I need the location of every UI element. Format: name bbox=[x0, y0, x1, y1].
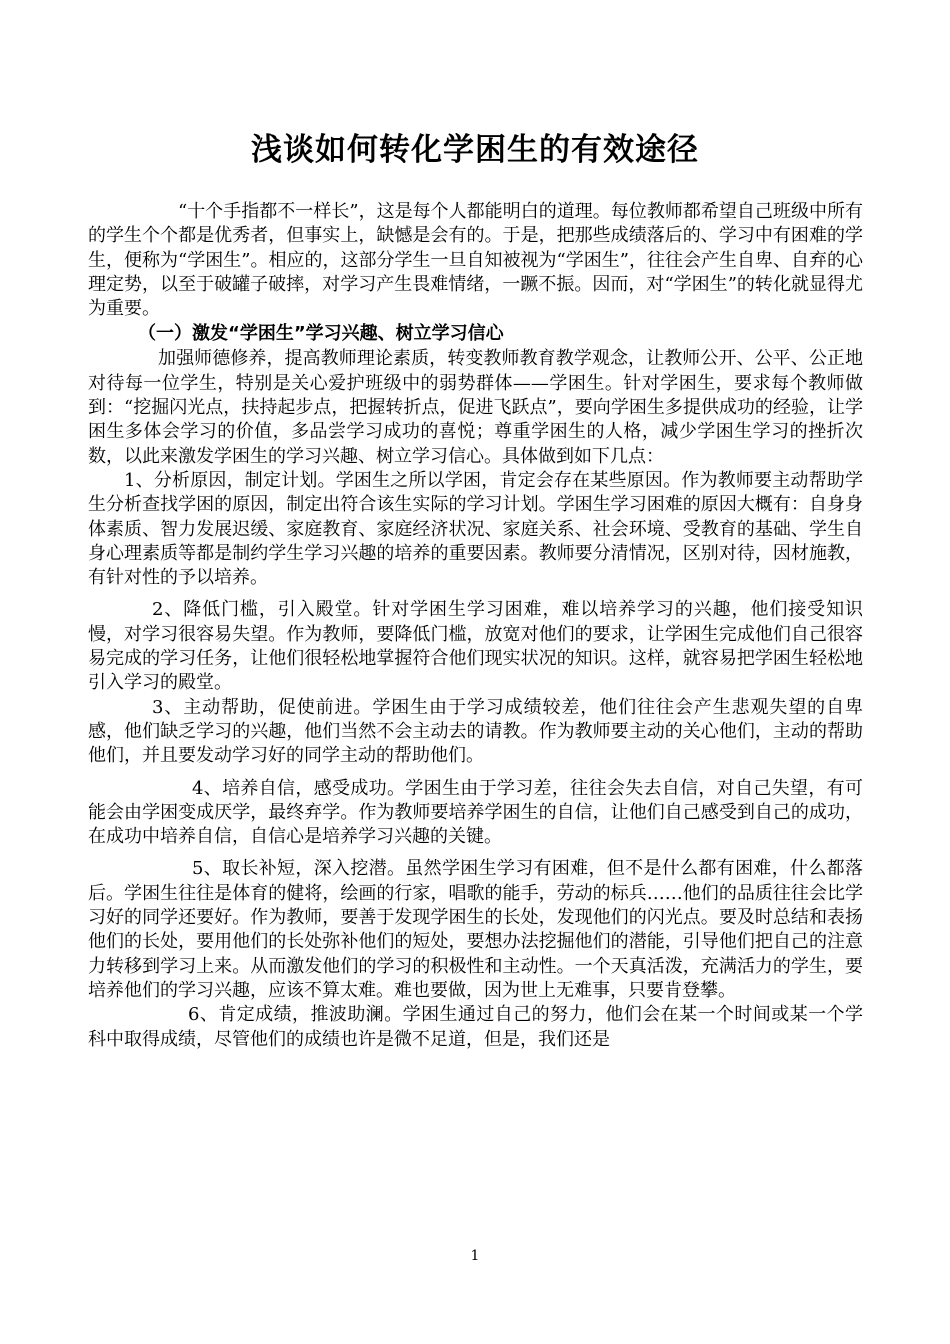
point-3-paragraph: 3、主动帮助，促使前进。学困生由于学习成绩较差，他们往往会产生悲观失望的自卑感，他们缺乏学习的兴趣，他们当然不会主动去的请教。作为教师要主动的关心他们，主动的帮助他们，并且要发动学习好的同学主动的帮助他们。 bbox=[88, 696, 863, 767]
document-title: 浅谈如何转化学困生的有效途径 bbox=[251, 132, 699, 168]
document-body bbox=[88, 200, 863, 1052]
section-heading: （一）激发“学困生”学习兴趣、树立学习信心 bbox=[138, 323, 504, 345]
point-4-paragraph: 4、培养自信，感受成功。学困生由于学习差，往往会失去自信，对自己失望，有可能会由学困变成厌学，最终弃学。作为教师要培养学困生的自信，让他们自己感受到自己的成功，在成功中培养自信，自信心是培养学习兴趣的关键。 bbox=[88, 777, 863, 848]
intro-paragraph: “十个手指都不一样长”，这是每个人都能明白的道理。每位教师都希望自己班级中所有的学生个个都是优秀者，但事实上，缺憾是会有的。于是，把那些成绩落后的、学习中有困难的学生，便称为“学困生”。相应的，这部分学生一旦自知被视为“学困生”，往往会产生自卑、自弃的心理定势，以至于破罐子破摔，对学习产生畏难情绪，一蹶不振。因而，对“学困生”的转化就显得尤为重要。 bbox=[88, 201, 863, 320]
page-number: 1 bbox=[470, 1248, 480, 1264]
point-1-paragraph: 1、分析原因，制定计划。学困生之所以学困，肯定会存在某些原因。作为教师要主动帮助学生分析查找学困的原因，制定出符合该生实际的学习计划。学困生学习困难的原因大概有：自身身体素质、智力发展迟缓、家庭教育、家庭经济状况、家庭关系、社会环境、受教育的基础、学生自身心理素质等都是制约学生学习兴趣的培养的重要因素。教师要分清情况，区别对待，因材施教，有针对性的予以培养。 bbox=[88, 469, 863, 589]
section-intro-paragraph: 加强师德修养，提高教师理论素质，转变教师教育教学观念，让教师公开、公平、公正地对待每一位学生，特别是关心爱护班级中的弱势群体——学困生。针对学困生，要求每个教师做到：“挖掘闪光点，扶持起步点，把握转折点，促进飞跃点”，要向学困生多提供成功的经验，让学困生多体会学习的价值，多品尝学习成功的喜悦；尊重学困生的人格，减少学困生学习的挫折次数，以此来激发学困生的学习兴趣、树立学习信心。具体做到如下几点： bbox=[88, 348, 863, 467]
point-2-paragraph: 2、降低门槛，引入殿堂。针对学困生学习困难，难以培养学习的兴趣，他们接受知识慢，对学习很容易失望。作为教师，要降低门槛，放宽对他们的要求，让学困生完成他们自己很容易完成的学习任务，让他们很轻松地掌握符合他们现实状况的知识。这样，就容易把学困生轻松地引入学习的殿堂。 bbox=[88, 599, 863, 694]
point-6-paragraph: 6、肯定成绩，推波助澜。学困生通过自己的努力，他们会在某一个时间或某一个学科中取得成绩，尽管他们的成绩也许是微不足道，但是，我们还是 bbox=[88, 1004, 863, 1050]
point-5-paragraph: 5、取长补短，深入挖潜。虽然学困生学习有困难，但不是什么都有困难，什么都落后。学困生往往是体育的健将，绘画的行家，唱歌的能手，劳动的标兵……他们的品质往往会比学习好的同学还要好。作为教师，要善于发现学困生的长处，发现他们的闪光点。要及时总结和表扬他们的长处，要用他们的长处弥补他们的短处，要想办法挖掘他们的潜能，引导他们把自己的注意力转移到学习上来。从而激发他们的学习的积极性和主动性。一个天真活泼，充满活力的学生，要培养他们的学习兴趣，应该不算太难。难也要做，因为世上无难事，只要肯登攀。 bbox=[88, 858, 863, 1001]
